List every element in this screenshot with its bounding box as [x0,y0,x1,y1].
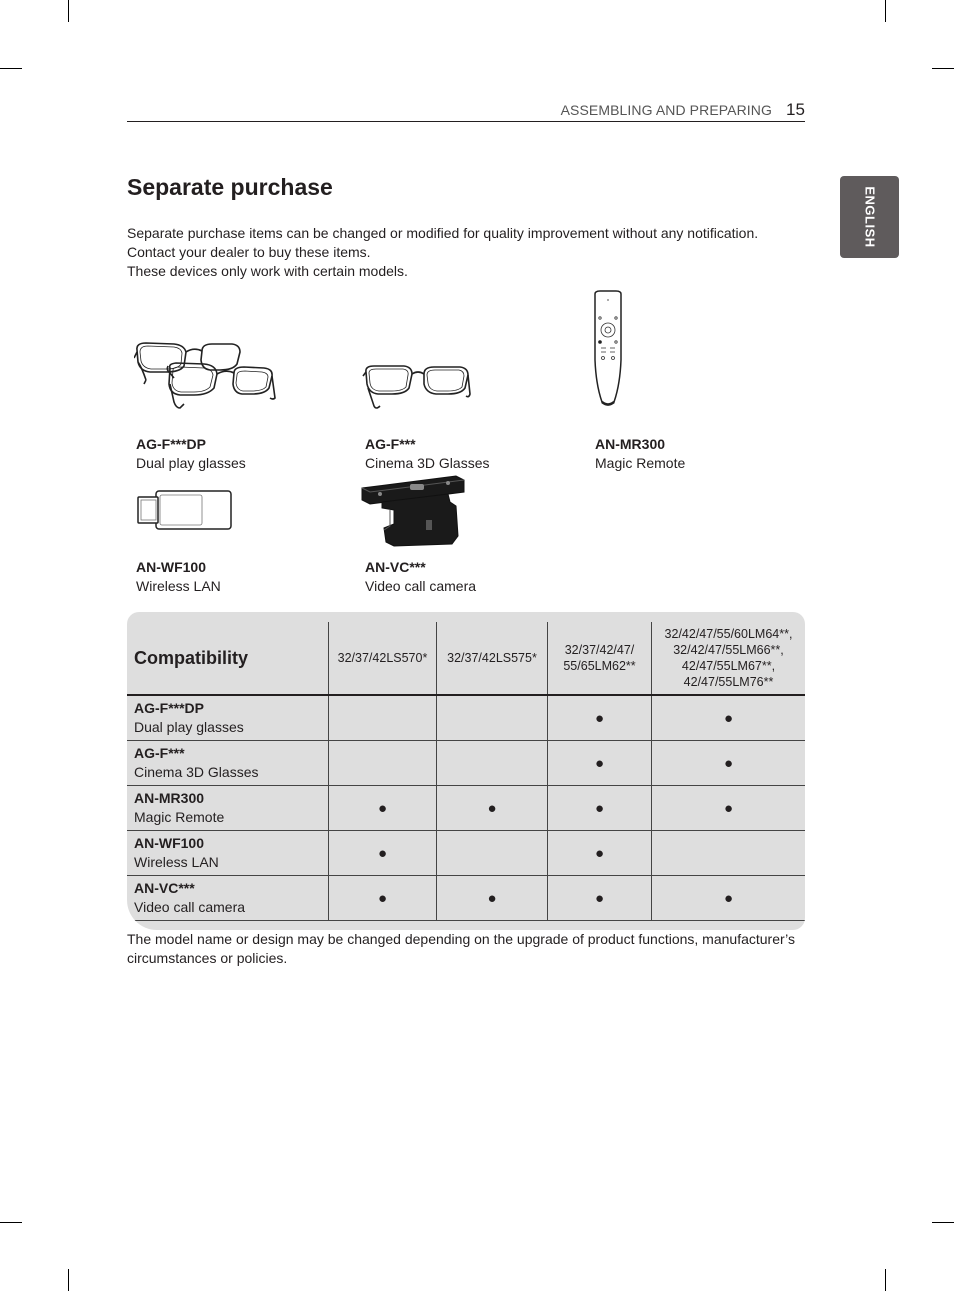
row-label [127,741,329,786]
column-header-line: 32/37/42LS570* [337,651,428,665]
table-cell [437,831,548,876]
crop-mark [68,0,69,22]
compatibility-title: Compatibility [127,622,329,695]
intro-line: Separate purchase items can be changed or modified for quality improvement without any notification. [127,225,759,241]
crop-mark [0,68,22,69]
table-row [127,876,805,921]
row-desc: Video call camera [134,899,246,915]
column-header-line: 42/47/55LM67**, [681,659,776,673]
intro-line: Contact your dealer to buy these items. [127,244,371,260]
usb-dongle-icon [136,490,234,532]
glasses-icon [362,362,472,412]
intro-line: These devices only work with certain models. [127,263,408,279]
camera-icon [360,472,466,550]
row-label [127,695,329,741]
table-cell: ● [652,695,806,741]
table-cell [329,741,437,786]
column-header-line: 32/42/47/55/60LM64**, [664,627,793,641]
row-label [127,831,329,876]
accessory-desc: Cinema 3D Glasses [365,455,490,471]
table-cell: ● [548,786,652,831]
table-cell: ● [548,876,652,921]
row-model: AN-WF100 [134,835,205,851]
table-cell: ● [548,831,652,876]
table-cell [437,741,548,786]
language-tab [840,176,899,258]
table-cell: ● [652,786,806,831]
table-cell: ● [329,876,437,921]
crop-mark [932,1222,954,1223]
accessory-model: AN-VC*** [365,559,426,575]
accessory-desc: Dual play glasses [136,455,246,471]
table-row [127,831,805,876]
page-number: 15 [786,100,805,119]
column-header [548,622,652,695]
accessory-model: AG-F***DP [136,436,207,452]
accessory-model: AG-F*** [365,436,416,452]
table-header-row [127,622,805,695]
crop-mark [68,1269,69,1291]
column-header-line: 32/42/47/55LM66**, [673,643,784,657]
accessory-model: AN-WF100 [136,559,207,575]
table-row [127,741,805,786]
row-desc: Dual play glasses [134,719,244,735]
table-cell: ● [548,695,652,741]
table-cell [329,695,437,741]
compatibility-table [127,622,805,921]
accessory-desc: Magic Remote [595,455,686,471]
table-cell [652,831,806,876]
column-header [437,622,548,695]
table-row [127,786,805,831]
crop-mark [885,1269,886,1291]
crop-mark [885,0,886,22]
language-tab-label: ENGLISH [862,186,877,248]
intro-text [127,224,758,281]
column-header-line: 32/37/42LS575* [447,651,537,665]
compatibility-panel [127,612,805,930]
row-desc: Wireless LAN [134,854,219,870]
dual-glasses-icon [134,340,276,412]
table-cell: ● [329,831,437,876]
row-label [127,786,329,831]
table-row [127,695,805,741]
row-model: AN-MR300 [134,790,205,806]
crop-mark [0,1222,22,1223]
column-header-line: 32/37/42/47/ [564,643,635,657]
row-model: AG-F*** [134,745,185,761]
accessory-model: AN-MR300 [595,436,666,452]
row-label [127,876,329,921]
column-header [329,622,437,695]
table-cell: ● [652,876,806,921]
row-model: AN-VC*** [134,880,195,896]
column-header-line: 42/47/55LM76** [683,675,774,689]
table-cell: ● [548,741,652,786]
row-desc: Cinema 3D Glasses [134,764,259,780]
section-header: ASSEMBLING AND PREPARING [560,102,772,118]
accessory-desc: Wireless LAN [136,578,221,594]
table-cell: ● [652,741,806,786]
row-desc: Magic Remote [134,809,225,825]
accessory-desc: Video call camera [365,578,477,594]
remote-icon [590,290,626,410]
table-cell: ● [437,876,548,921]
table-cell: ● [437,786,548,831]
table-cell [437,695,548,741]
crop-mark [932,68,954,69]
header-divider [127,121,805,122]
footnote: The model name or design may be changed depending on the upgrade of product functions, manufacturer’s circumstances or policies. [127,931,796,966]
table-cell: ● [329,786,437,831]
column-header-line: 55/65LM62** [563,659,636,673]
column-header [652,622,806,695]
page-title: Separate purchase [127,174,333,200]
row-model: AG-F***DP [134,700,205,716]
